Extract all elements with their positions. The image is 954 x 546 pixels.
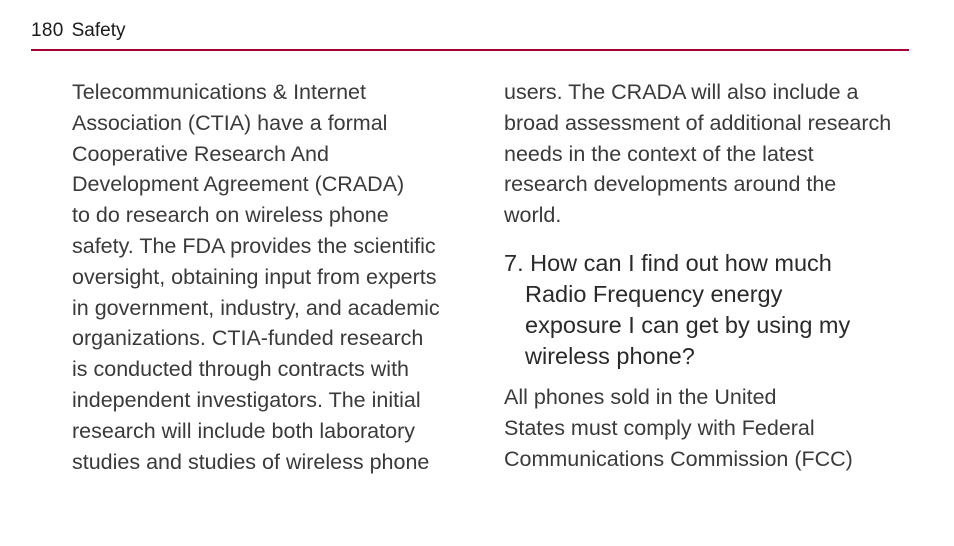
header-divider [31,49,909,51]
continuation-paragraph [504,77,924,231]
body-text-line: broad assessment of additional research [504,110,892,135]
body-text-line: studies and studies of wireless phone [72,449,430,474]
body-text-line: world. [504,203,562,228]
question-line: 7. How can I find out how much [504,249,832,276]
body-text-line: independent investigators. The initial [72,387,421,412]
body-text-line: research developments around the [504,172,837,197]
right-column [504,77,924,474]
body-text-line: Communications Commission (FCC) [504,446,853,471]
body-text-line: research will include both laboratory [72,418,415,443]
question-line: Radio Frequency energy [525,280,783,307]
left-column [72,77,472,477]
body-text-line: safety. The FDA provides the scientific [72,233,436,258]
body-text-line: is conducted through contracts with [72,357,410,382]
body-text-line: users. The CRADA will also include a [504,80,859,104]
body-text-line: States must comply with Federal [504,415,815,440]
body-text-line: to do research on wireless phone [72,203,389,228]
body-text-line: All phones sold in the United [504,384,777,409]
page-number: 180 [31,20,64,41]
answer-paragraph [504,382,924,474]
question-heading [504,248,924,372]
question-line: exposure I can get by using my [525,311,851,338]
body-text-line: Development Agreement (CRADA) [72,172,405,197]
body-text-line: Cooperative Research And [72,141,329,166]
body-text-line: oversight, obtaining input from experts [72,264,437,289]
body-text-line: Telecommunications & Internet [72,80,366,104]
section-title: Safety [71,20,126,41]
body-text-line: needs in the context of the latest [504,141,814,166]
body-text-line: Association (CTIA) have a formal [72,110,388,135]
question-line: wireless phone? [525,342,695,369]
body-text-line: in government, industry, and academic [72,295,440,320]
body-text-line: organizations. CTIA-funded research [72,326,424,351]
page-header [31,20,125,46]
